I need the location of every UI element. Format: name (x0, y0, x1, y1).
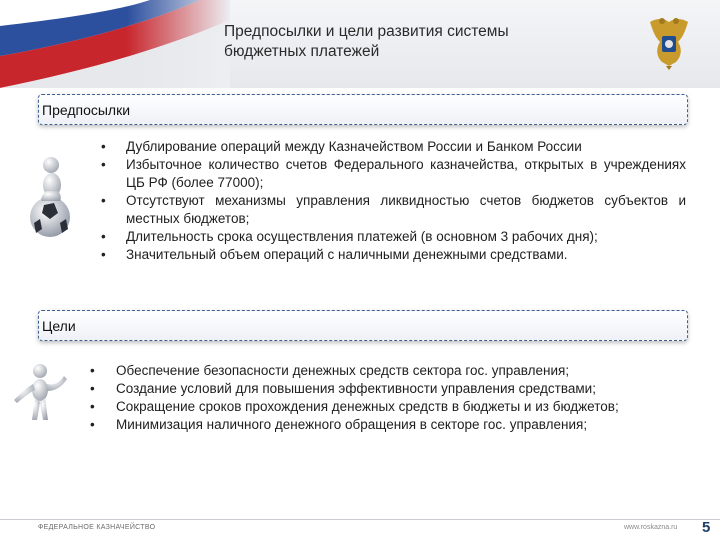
page-number: 5 (702, 519, 711, 536)
russian-flag-icon (0, 0, 230, 88)
coat-of-arms-icon (646, 14, 692, 70)
list-item: • Длительность срока осуществления платежей (в основном 3 рабочих дня); (126, 228, 686, 246)
prerequisites-list (126, 138, 686, 264)
goals-section-bar (38, 310, 688, 341)
list-item: • Сокращение сроков прохождения денежных средств в бюджеты и из бюджетов; (116, 398, 688, 416)
goals-heading: Цели (42, 318, 76, 334)
footer-organization: ФЕДЕРАЛЬНОЕ КАЗНАЧЕЙСТВО (38, 524, 156, 531)
list-item: • Создание условий для повышения эффективности управления средствами; (116, 380, 688, 398)
presenting-man-icon (10, 362, 68, 422)
list-item: • Значительный объем операций с наличными денежными средствами. (126, 246, 686, 264)
list-item: • Избыточное количество счетов Федерального казначейства, открытых в учреждениях ЦБ РФ (более 77000); (126, 156, 686, 192)
list-item: • Отсутствуют механизмы управления ликвидностью счетов бюджетов субъектов и местных бюджетов; (126, 192, 686, 228)
list-item: • Дублирование операций между Казначейством России и Банком России (126, 138, 686, 156)
list-item: • Обеспечение безопасности денежных средств сектора гос. управления; (116, 362, 688, 380)
prerequisites-section-bar (38, 94, 688, 125)
thinking-man-on-ball-icon (30, 145, 74, 241)
slide-title-line-2: бюджетных платежей (224, 43, 380, 60)
slide-title (224, 22, 604, 62)
prerequisites-heading: Предпосылки (42, 102, 131, 118)
footer-divider (0, 519, 720, 520)
goals-list (116, 362, 688, 434)
slide-title-line-1: Предпосылки и цели развития системы (224, 23, 509, 40)
list-item: • Минимизация наличного денежного обращения в секторе гос. управления; (116, 416, 688, 434)
slide-header (0, 0, 720, 88)
footer-website: www.roskazna.ru (624, 524, 678, 531)
